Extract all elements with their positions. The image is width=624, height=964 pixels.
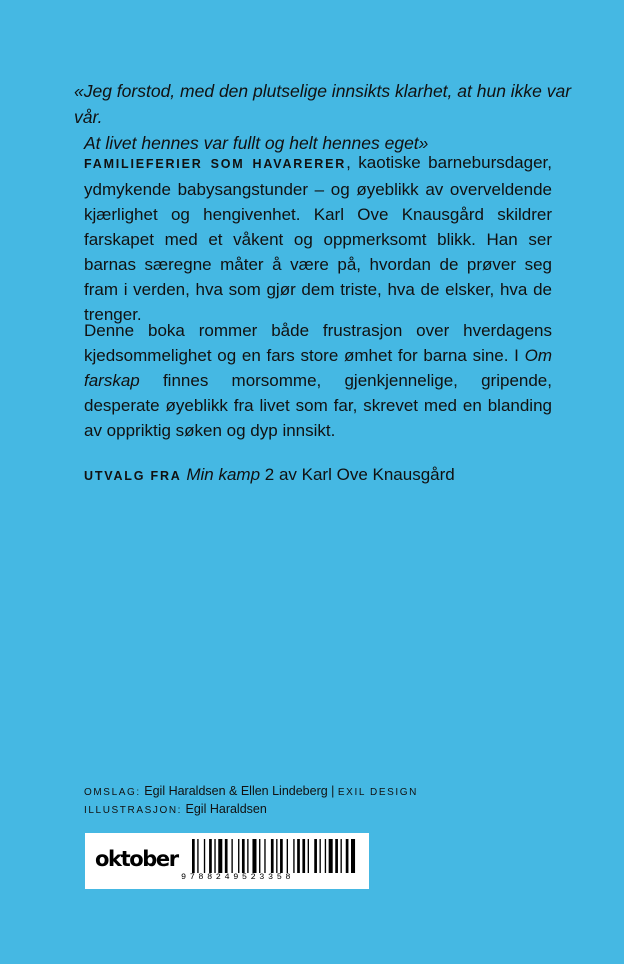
illustration-credit-name: Egil Haraldsen	[182, 802, 267, 816]
paragraph-2-text-before: Denne boka rommer både frustrasjon over hverdagens kjedsommelighet og en fars store ømhet for barna sine. I	[84, 321, 552, 365]
barcode-bar	[335, 839, 338, 873]
barcode-bar	[192, 839, 195, 873]
source-title: Min kamp	[186, 465, 261, 484]
barcode-bar	[341, 839, 342, 873]
barcode-bar	[280, 839, 283, 873]
isbn-number: 9788249523358	[181, 872, 295, 882]
book-title: Om farskap	[84, 346, 552, 390]
barcode-bar	[231, 839, 232, 873]
barcode-bar	[287, 839, 288, 873]
barcode-bar	[204, 839, 205, 873]
barcode-bar	[218, 839, 222, 873]
cover-credit	[84, 783, 564, 801]
paragraph-lead-in: FAMILIEFERIER SOM HAVARERER	[84, 157, 347, 171]
barcode-bar	[276, 839, 277, 873]
source-label: UTVALG FRA	[84, 469, 182, 483]
paragraph-2-text-after: finnes morsomme, gjenkjennelige, gripende, desperate øyeblikk fra livet som far, skrevet med en blanding av oppriktig søken og dyp innsikt.	[84, 371, 552, 440]
cover-credit-label: OMSLAG:	[84, 787, 141, 798]
barcode-bar	[351, 839, 355, 873]
barcode-bar	[214, 839, 215, 873]
barcode-bar	[209, 839, 212, 873]
barcode-bar	[259, 839, 260, 873]
barcode-icon	[192, 839, 360, 873]
cover-credit-names: Egil Haraldsen & Ellen Lindeberg |	[140, 784, 338, 798]
paragraph-1-text: , kaotiske barnebursdager, ydmykende babysangstunder – og øyeblikk av overveldende kjærlighet og hengivenhet. Karl Ove Knausgård skildrer farskapet med et våkent og oppmerksomt blikk. Han ser barnas særegne måter å være på, hvordan de prøver seg fram i verden, hva som gjør dem triste, hva de elsker, hva de trenger.	[84, 153, 552, 324]
barcode-bar	[320, 839, 321, 873]
description-paragraph-1	[84, 150, 552, 327]
barcode-bar	[271, 839, 274, 873]
barcode-bar	[252, 839, 256, 873]
barcode-bar	[264, 839, 265, 873]
barcode-bar	[197, 839, 198, 873]
illustration-credit-label: ILLUSTRASJON:	[84, 805, 183, 816]
barcode-bar	[293, 839, 294, 873]
illustration-credit	[84, 801, 564, 819]
cover-credit-studio: EXIL DESIGN	[337, 787, 418, 798]
quote-line-2: At livet hennes var fullt og helt hennes eget»	[84, 133, 429, 153]
barcode-bar	[346, 839, 349, 873]
description-paragraph-2	[84, 318, 552, 443]
barcode-bar	[242, 839, 245, 873]
barcode-bar	[238, 839, 239, 873]
barcode-bar	[325, 839, 326, 873]
source-author: av Karl Ove Knausgård	[274, 465, 455, 484]
quote-line-1: «Jeg forstod, med den plutselige innsikts klarhet, at hun ikke var vår.	[74, 81, 572, 127]
source-volume: 2	[260, 465, 275, 484]
pull-quote	[74, 78, 574, 156]
barcode-bar	[225, 839, 228, 873]
barcode-bar	[314, 839, 317, 873]
barcode-panel	[85, 833, 369, 889]
barcode-bar	[302, 839, 305, 873]
source-note	[84, 462, 564, 489]
barcode-bar	[247, 839, 248, 873]
barcode-bar	[329, 839, 333, 873]
barcode-bar	[297, 839, 300, 873]
barcode-bar	[308, 839, 309, 873]
publisher-logo: oktober	[95, 847, 178, 871]
